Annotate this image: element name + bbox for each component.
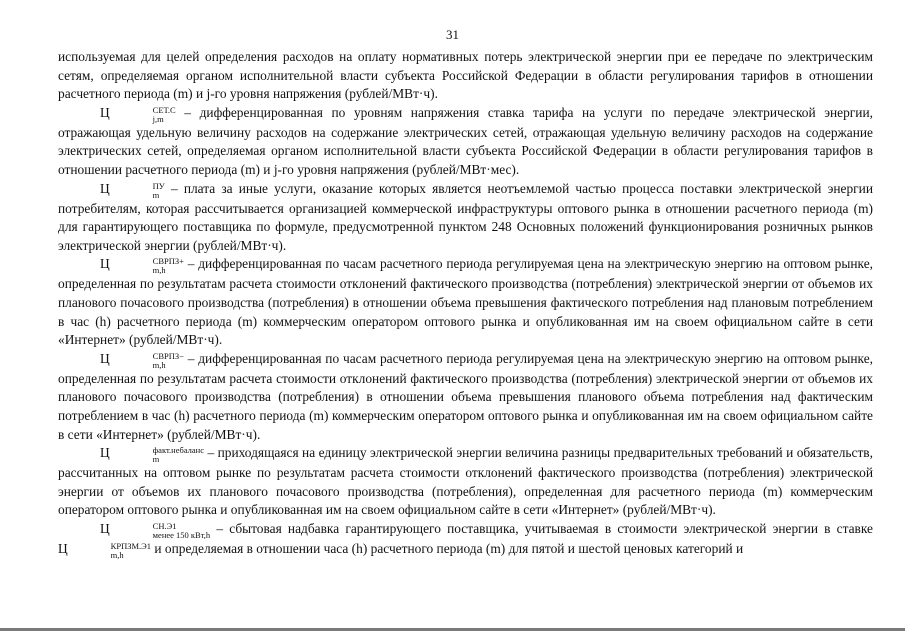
symbol-svrpz-plus: Ц СВРПЗ+ m,h	[100, 256, 184, 276]
paragraph-2-text: – дифференцированная по уровням напряжения ставка тарифа на услуги по передаче электрической энергии, отражающая удельную величину расходов на содержание электрических сетей, отражающая удельную величину расходов на содержание электрических сетей, определяемая органом исполнительной власти субъекта Российской Федерации в области регулирования тарифов в отношении расчетного периода (m) и j-го уровня напряжения (рублей/МВт·мес).	[58, 104, 873, 177]
symbol-sales-markup: Ц СН.Э1 менее 150 кВт,h	[100, 520, 211, 540]
paragraph-3	[58, 180, 873, 256]
symbol-svrpz-minus: Ц СВРПЗ− m,h	[100, 350, 184, 370]
symbol-tariff-rate: Ц СЕТ.С j,m	[100, 104, 176, 124]
paragraph-7	[58, 520, 873, 560]
symbol-sub: j,m	[152, 113, 164, 124]
paragraph-3-text: – плата за иные услуги, оказание которых является неотъемлемой частью процесса поставки электрической энергии потребителям, которая рассчитывается организацией коммерческой инфраструктуры оптового рынка в отношении расчетного периода (m) для гарантирующего поставщика по формуле, предусмотренной пунктом 248 Основных положений функционирования розничных рынков электрической энергии (рублей/МВт·ч).	[58, 180, 873, 253]
paragraph-7-text-b: и определяемая в отношении часа (h) расчетного периода (m) для пятой и шестой ценовых категорий и	[154, 540, 744, 556]
page-number: 31	[446, 27, 459, 42]
symbol-krpzm: Ц КРПЗМ.Э1 m,h	[58, 540, 152, 560]
paragraph-6	[58, 444, 873, 520]
paragraph-5-text: – дифференцированная по часам расчетного периода регулируемая цена на электрическую энергию на оптовом рынке, определенная по результатам расчета стоимости отклонений фактического производства (потребления) электрической энергии от объемов их планового почасового производства (потребления) в отношении объема превышения планового объема потребления над фактическим потреблением в час (h) расчетного периода (m) коммерческим оператором оптового рынка и опубликованная им на своем официальном сайте в сети «Интернет» (рублей/МВт·ч).	[58, 350, 873, 442]
paragraph-1-text: используемая для целей определения расходов на оплату нормативных потерь электрической энергии при ее передаче по электрическим сетям, определяемая органом исполнительной власти субъекта Российской Федерации в области регулирования тарифов в отношении расчетного периода (m) и j-го уровня напряжения (рублей/МВт·ч).	[58, 49, 873, 102]
paragraph-5	[58, 350, 873, 444]
symbol-sup: СЕТ.С	[152, 104, 176, 115]
symbol-fact-imbalance: Ц факт.небаланс m	[100, 445, 204, 465]
paragraph-7-text-a: – сбытовая надбавка гарантирующего поставщика, учитываемая в стоимости электрической энергии в ставке	[216, 520, 873, 536]
paragraph-6-text: – приходящаяся на единицу электрической энергии величина разницы предварительных требований и обязательств, рассчитанных на оптовом рынке по результатам расчета стоимости отклонений фактического производства (потребления) электрической энергии от объемов их планового почасового производства (потребления), определенная для расчетного периода (m) коммерческим оператором оптового рынка и опубликованная им на своем официальном сайте в сети «Интернет» (рублей/МВт·ч).	[58, 445, 873, 518]
symbol-other-services: Ц ПУ m	[100, 180, 165, 200]
paragraph-4	[58, 255, 873, 349]
document-body	[58, 48, 873, 560]
paragraph-4-text: – дифференцированная по часам расчетного периода регулируемая цена на электрическую энергию на оптовом рынке, определенная по результатам расчета стоимости отклонений фактического производства (потребления) электрической энергии от объемов их планового почасового производства (потребления) в отношении объема превышения фактического потребления над плановым потреблением в час (h) расчетного периода (m) коммерческим оператором оптового рынка и опубликованная им на своем официальном сайте в сети «Интернет» (рублей/МВт·ч).	[58, 256, 873, 348]
paragraph-2	[58, 104, 873, 180]
paragraph-1	[58, 48, 873, 104]
scan-edge-shadow	[0, 628, 905, 631]
